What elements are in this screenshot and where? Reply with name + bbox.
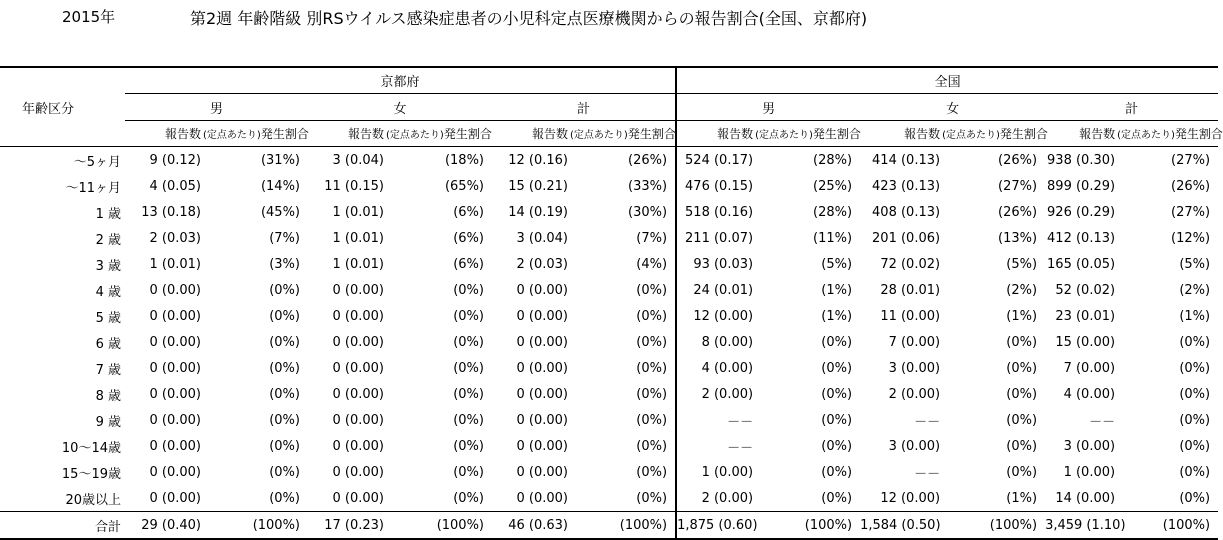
- count-label: 報告数: [531, 127, 568, 141]
- table-row: [0, 173, 1218, 199]
- table-row: [0, 199, 1218, 225]
- sex-header: 女: [308, 94, 492, 121]
- report-count-cell: 1,875 (0.60): [676, 512, 755, 540]
- rate-cell: (0%): [821, 438, 853, 454]
- age-group-cell: 2 歳: [95, 232, 121, 248]
- report-count-cell: 2 (0.00): [701, 490, 754, 506]
- rate-header: [755, 121, 860, 147]
- rate-cell: (0%): [821, 464, 853, 480]
- rate-cell: (100%): [570, 512, 676, 540]
- rate-cell: (27%): [1171, 152, 1211, 168]
- rate-cell: (45%): [260, 204, 300, 220]
- report-count-cell: －－: [914, 466, 941, 482]
- table-row: [0, 433, 1218, 459]
- report-count-cell: 12 (0.16): [508, 152, 568, 168]
- report-count-cell: 524 (0.17): [685, 152, 754, 168]
- rate-cell: (0%): [269, 438, 300, 454]
- rate-header: [570, 121, 676, 147]
- report-count-cell: 3 (0.00): [1063, 438, 1116, 454]
- rate-cell: (27%): [1171, 204, 1211, 220]
- count-label: 報告数: [904, 127, 941, 141]
- report-year: 2015年: [62, 8, 116, 26]
- report-count-cell: 14 (0.19): [508, 204, 568, 220]
- report-count-cell: 93 (0.03): [693, 256, 754, 272]
- report-count-cell: 423 (0.13): [872, 178, 941, 194]
- report-count-cell: 0 (0.00): [149, 360, 201, 376]
- rsv-report-table: [0, 66, 1223, 540]
- report-count-cell: 0 (0.00): [516, 438, 568, 454]
- rate-cell: (1%): [821, 308, 853, 324]
- table-row: [0, 355, 1218, 381]
- rate-cell: (0%): [269, 412, 300, 428]
- report-count-cell: 0 (0.00): [516, 360, 568, 376]
- per-sentinel-label: (定点あたり): [203, 130, 261, 141]
- report-count-cell: 13 (0.18): [141, 204, 201, 220]
- report-count-cell: －－: [727, 414, 754, 430]
- report-count-cell: 11 (0.00): [880, 308, 941, 324]
- report-count-cell: 52 (0.02): [1055, 282, 1116, 298]
- report-count-cell: －－: [1089, 414, 1116, 430]
- rate-cell: (0%): [1179, 360, 1211, 376]
- report-count-cell: 0 (0.00): [516, 308, 568, 324]
- report-count-cell: 3 (0.04): [332, 152, 384, 168]
- rate-cell: (0%): [570, 381, 676, 407]
- sex-header: 女: [860, 94, 1045, 121]
- per-sentinel-label: (定点あたり): [942, 130, 1000, 141]
- report-count-cell: 0 (0.00): [332, 308, 384, 324]
- rate-header: [1117, 121, 1223, 147]
- report-count-cell: 0 (0.00): [149, 464, 201, 480]
- report-count-cell: 0 (0.00): [149, 490, 201, 506]
- count-header: [308, 121, 386, 147]
- rate-cell: (0%): [570, 485, 676, 512]
- table-row: [0, 277, 1218, 303]
- report-count-cell: 17 (0.23): [308, 512, 386, 540]
- rate-cell: (0%): [1006, 438, 1038, 454]
- rate-cell: (5%): [1179, 256, 1211, 272]
- rate-cell: (0%): [453, 360, 484, 376]
- report-count-cell: 46 (0.63): [492, 512, 570, 540]
- rate-cell: (7%): [269, 230, 300, 246]
- report-count-cell: 0 (0.00): [516, 464, 568, 480]
- report-count-cell: 3,459 (1.10): [1045, 512, 1117, 540]
- report-count-cell: 0 (0.00): [332, 386, 384, 402]
- report-count-cell: 0 (0.00): [516, 412, 568, 428]
- rate-cell: (100%): [755, 512, 860, 540]
- report-count-cell: 23 (0.01): [1055, 308, 1116, 324]
- report-count-cell: 414 (0.13): [872, 152, 941, 168]
- age-group-cell: 15～19歳: [61, 466, 121, 482]
- rate-cell: (0%): [1006, 360, 1038, 376]
- rate-cell: (0%): [453, 412, 484, 428]
- rate-cell: (0%): [1006, 464, 1038, 480]
- count-header: [125, 121, 203, 147]
- report-count-cell: 0 (0.00): [516, 334, 568, 350]
- rate-cell: (0%): [1179, 412, 1211, 428]
- report-count-cell: 926 (0.29): [1047, 204, 1116, 220]
- rate-cell: (0%): [570, 303, 676, 329]
- page-title: 第2週 年齢階級 別RSウイルス感染症患者の小児科定点医療機関からの報告割合(全国、京都府): [190, 9, 868, 28]
- report-count-cell: 15 (0.21): [508, 178, 568, 194]
- rate-label: 発生割合: [999, 127, 1048, 141]
- rate-cell: (0%): [1179, 334, 1211, 350]
- rate-cell: (0%): [1179, 438, 1211, 454]
- count-label: 報告数: [164, 127, 201, 141]
- rate-cell: (1%): [821, 282, 853, 298]
- age-group-cell: ～11ヶ月: [65, 180, 121, 196]
- sex-header: 男: [676, 94, 860, 121]
- rate-cell: (26%): [570, 147, 676, 174]
- rate-cell: (0%): [453, 386, 484, 402]
- rate-cell: (5%): [821, 256, 853, 272]
- rate-cell: (0%): [453, 490, 484, 506]
- report-count-cell: 14 (0.00): [1055, 490, 1116, 506]
- report-count-cell: 0 (0.00): [332, 438, 384, 454]
- table-row: [0, 459, 1218, 485]
- age-group-cell: 1 歳: [95, 206, 121, 222]
- rate-label: 発生割合: [627, 127, 676, 141]
- count-label: 報告数: [347, 127, 384, 141]
- rate-cell: (0%): [453, 282, 484, 298]
- rate-cell: (28%): [813, 152, 853, 168]
- rate-cell: (5%): [1006, 256, 1038, 272]
- report-count-cell: 0 (0.00): [516, 490, 568, 506]
- report-count-cell: 165 (0.05): [1047, 256, 1116, 272]
- rate-label: 発生割合: [812, 127, 861, 141]
- age-group-cell: 4 歳: [95, 284, 121, 300]
- age-group-cell: 5 歳: [95, 310, 121, 326]
- report-count-cell: 0 (0.00): [332, 490, 384, 506]
- report-count-cell: 4 (0.00): [701, 360, 754, 376]
- rate-cell: (0%): [570, 459, 676, 485]
- rate-cell: (14%): [260, 178, 300, 194]
- region-header-national: 全国: [676, 67, 1218, 94]
- report-count-cell: 4 (0.00): [1063, 386, 1116, 402]
- rate-cell: (0%): [821, 386, 853, 402]
- rate-cell: (0%): [269, 490, 300, 506]
- age-group-cell: 10～14歳: [61, 440, 121, 456]
- rate-cell: (2%): [1006, 282, 1038, 298]
- rate-cell: (0%): [1006, 412, 1038, 428]
- report-count-cell: 3 (0.04): [516, 230, 568, 246]
- age-group-cell: 7 歳: [95, 362, 121, 378]
- report-count-cell: 0 (0.00): [149, 438, 201, 454]
- rate-cell: (13%): [998, 230, 1038, 246]
- rate-cell: (4%): [570, 251, 676, 277]
- rate-cell: (0%): [269, 282, 300, 298]
- report-count-cell: 938 (0.30): [1047, 152, 1116, 168]
- report-count-cell: 899 (0.29): [1047, 178, 1116, 194]
- rate-cell: (100%): [203, 512, 308, 540]
- report-count-cell: 3 (0.00): [888, 438, 941, 454]
- count-header: [1045, 121, 1117, 147]
- rate-cell: (0%): [570, 355, 676, 381]
- rate-cell: (27%): [998, 178, 1038, 194]
- report-count-cell: 7 (0.00): [888, 334, 941, 350]
- rate-cell: (33%): [570, 173, 676, 199]
- rate-cell: (0%): [269, 386, 300, 402]
- rate-cell: (0%): [269, 464, 300, 480]
- rate-cell: (0%): [1179, 386, 1211, 402]
- report-count-cell: 1 (0.00): [701, 464, 754, 480]
- rate-cell: (0%): [1179, 464, 1211, 480]
- report-count-cell: 12 (0.00): [880, 490, 941, 506]
- report-count-cell: 0 (0.00): [149, 386, 201, 402]
- report-count-cell: 2 (0.00): [701, 386, 754, 402]
- rate-cell: (0%): [1006, 334, 1038, 350]
- count-header: [676, 121, 755, 147]
- rate-cell: (1%): [1006, 490, 1038, 506]
- per-sentinel-label: (定点あたり): [755, 130, 813, 141]
- rate-cell: (0%): [821, 360, 853, 376]
- report-count-cell: －－: [914, 414, 941, 430]
- rate-cell: (0%): [821, 412, 853, 428]
- table-row: [0, 381, 1218, 407]
- report-count-cell: －－: [727, 440, 754, 456]
- rate-cell: (25%): [813, 178, 853, 194]
- report-count-cell: 412 (0.13): [1047, 230, 1116, 246]
- sex-header: 計: [492, 94, 676, 121]
- report-count-cell: 1 (0.01): [332, 230, 384, 246]
- rate-cell: (0%): [453, 308, 484, 324]
- rate-cell: (1%): [1006, 308, 1038, 324]
- rate-cell: (11%): [813, 230, 853, 246]
- report-count-cell: 2 (0.00): [888, 386, 941, 402]
- rate-cell: (0%): [821, 490, 853, 506]
- rate-cell: (6%): [453, 204, 484, 220]
- rate-cell: (0%): [269, 308, 300, 324]
- report-count-cell: 9 (0.12): [149, 152, 201, 168]
- table-row: [0, 303, 1218, 329]
- rate-cell: (0%): [453, 464, 484, 480]
- report-count-cell: 0 (0.00): [516, 386, 568, 402]
- report-count-cell: 2 (0.03): [149, 230, 201, 246]
- report-count-cell: 12 (0.00): [693, 308, 754, 324]
- count-header: [860, 121, 942, 147]
- rate-cell: (0%): [269, 334, 300, 350]
- rate-cell: (65%): [444, 178, 484, 194]
- total-row: [0, 512, 1218, 540]
- report-count-cell: 0 (0.00): [332, 464, 384, 480]
- rate-cell: (0%): [1006, 386, 1038, 402]
- age-group-cell: 20歳以上: [65, 492, 121, 508]
- age-group-cell: 9 歳: [95, 414, 121, 430]
- rate-cell: (18%): [444, 152, 484, 168]
- rate-cell: (26%): [998, 152, 1038, 168]
- count-header: [492, 121, 570, 147]
- report-count-cell: 28 (0.01): [880, 282, 941, 298]
- rate-cell: (100%): [942, 512, 1045, 540]
- age-group-cell: 3 歳: [95, 258, 121, 274]
- rate-cell: (0%): [570, 433, 676, 459]
- rate-cell: (100%): [386, 512, 492, 540]
- rate-cell: (0%): [453, 438, 484, 454]
- rate-header: [942, 121, 1048, 147]
- sex-header: 計: [1045, 94, 1218, 121]
- report-count-cell: 0 (0.00): [332, 360, 384, 376]
- table-row: [0, 147, 1218, 174]
- report-count-cell: 7 (0.00): [1063, 360, 1116, 376]
- rate-cell: (0%): [570, 407, 676, 433]
- per-sentinel-label: (定点あたり): [1117, 130, 1175, 141]
- rate-label: 発生割合: [1174, 127, 1223, 141]
- report-count-cell: 0 (0.00): [149, 334, 201, 350]
- rate-cell: (6%): [453, 256, 484, 272]
- report-count-cell: 3 (0.00): [888, 360, 941, 376]
- count-label: 報告数: [717, 127, 754, 141]
- report-count-cell: 72 (0.02): [880, 256, 941, 272]
- report-count-cell: 15 (0.00): [1055, 334, 1116, 350]
- report-count-cell: 0 (0.00): [332, 282, 384, 298]
- report-count-cell: 1 (0.01): [149, 256, 201, 272]
- rate-header: [386, 121, 492, 147]
- report-count-cell: 2 (0.03): [516, 256, 568, 272]
- table-row: [0, 329, 1218, 355]
- table-row: [0, 225, 1218, 251]
- per-sentinel-label: (定点あたり): [386, 130, 444, 141]
- age-group-cell: 6 歳: [95, 336, 121, 352]
- table-row: [0, 407, 1218, 433]
- report-count-cell: 0 (0.00): [149, 308, 201, 324]
- report-count-cell: 476 (0.15): [685, 178, 754, 194]
- report-count-cell: 8 (0.00): [701, 334, 754, 350]
- rate-cell: (0%): [1179, 490, 1211, 506]
- rate-cell: (0%): [570, 277, 676, 303]
- rate-cell: (6%): [453, 230, 484, 246]
- report-count-cell: 1 (0.01): [332, 204, 384, 220]
- report-count-cell: 518 (0.16): [685, 204, 754, 220]
- report-count-cell: 211 (0.07): [685, 230, 754, 246]
- report-count-cell: 1,584 (0.50): [860, 512, 942, 540]
- rate-cell: (26%): [1171, 178, 1211, 194]
- age-group-header: 年齢区分: [0, 67, 125, 147]
- rate-label: 発生割合: [443, 127, 492, 141]
- report-count-cell: 0 (0.00): [332, 334, 384, 350]
- region-header-kyoto: 京都府: [125, 67, 676, 94]
- report-count-cell: 0 (0.00): [149, 412, 201, 428]
- rate-cell: (1%): [1179, 308, 1211, 324]
- rate-cell: (7%): [570, 225, 676, 251]
- report-count-cell: 1 (0.00): [1063, 464, 1116, 480]
- rate-header: [203, 121, 308, 147]
- report-count-cell: 11 (0.15): [324, 178, 384, 194]
- report-count-cell: 201 (0.06): [872, 230, 941, 246]
- rate-cell: (2%): [1179, 282, 1211, 298]
- rate-cell: (3%): [269, 256, 300, 272]
- report-count-cell: 1 (0.01): [332, 256, 384, 272]
- rate-cell: (28%): [813, 204, 853, 220]
- rate-cell: (100%): [1117, 512, 1218, 540]
- count-label: 報告数: [1079, 127, 1116, 141]
- report-count-cell: 408 (0.13): [872, 204, 941, 220]
- rate-cell: (12%): [1171, 230, 1211, 246]
- rate-cell: (31%): [260, 152, 300, 168]
- report-count-cell: 0 (0.00): [516, 282, 568, 298]
- per-sentinel-label: (定点あたり): [570, 130, 628, 141]
- rate-cell: (0%): [269, 360, 300, 376]
- rate-cell: (0%): [821, 334, 853, 350]
- report-count-cell: 0 (0.00): [149, 282, 201, 298]
- report-count-cell: 24 (0.01): [693, 282, 754, 298]
- table-row: [0, 485, 1218, 512]
- table-row: [0, 251, 1218, 277]
- age-group-cell: ～5ヶ月: [73, 154, 121, 170]
- report-count-cell: 29 (0.40): [125, 512, 203, 540]
- report-count-cell: 0 (0.00): [332, 412, 384, 428]
- rate-label: 発生割合: [260, 127, 309, 141]
- age-group-cell: 8 歳: [95, 388, 121, 404]
- rate-cell: (30%): [570, 199, 676, 225]
- rate-cell: (26%): [998, 204, 1038, 220]
- rate-cell: (0%): [570, 329, 676, 355]
- sex-header: 男: [125, 94, 308, 121]
- age-group-cell: 合計: [0, 512, 125, 540]
- report-count-cell: 4 (0.05): [149, 178, 201, 194]
- rate-cell: (0%): [453, 334, 484, 350]
